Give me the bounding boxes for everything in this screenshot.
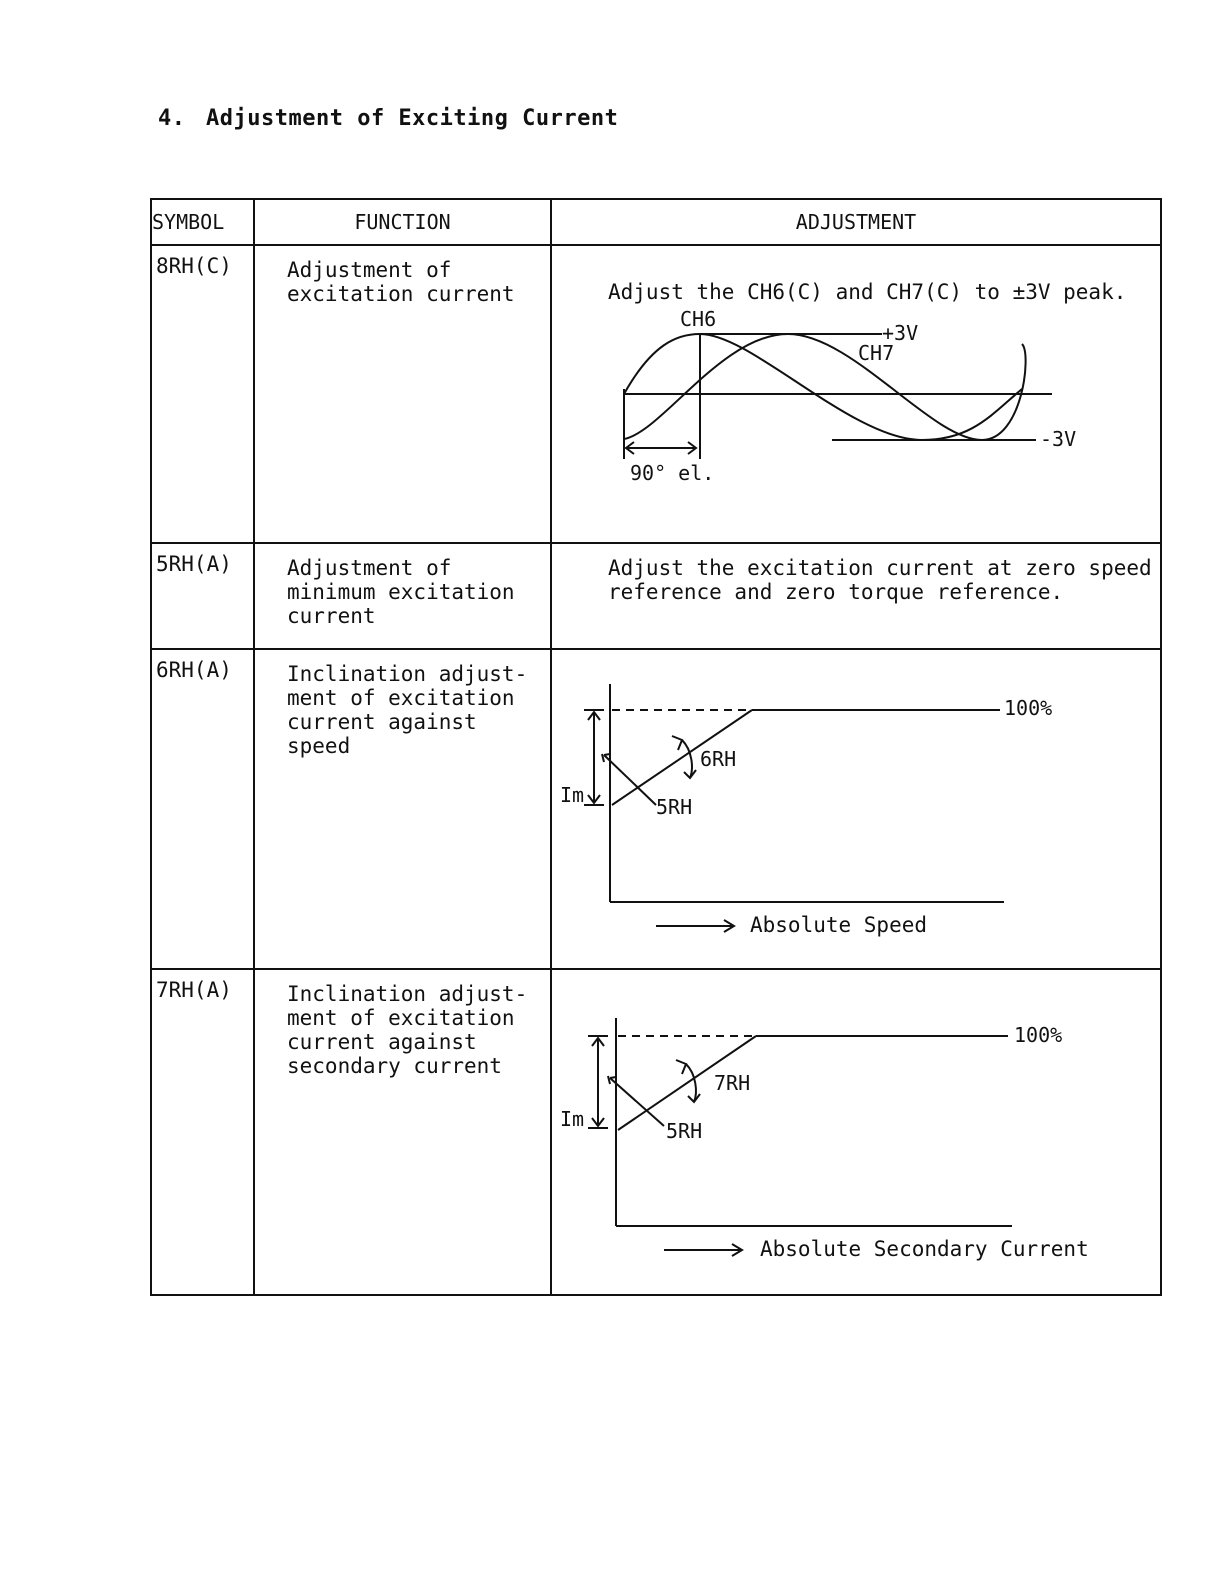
symbol-cell: 7RH(A) bbox=[151, 969, 254, 1295]
symbol-cell: 5RH(A) bbox=[151, 543, 254, 649]
table-row bbox=[151, 649, 1161, 969]
symbol-cell: 6RH(A) bbox=[151, 649, 254, 969]
percent-label: 100% bbox=[1014, 1023, 1063, 1047]
x-axis-label: Absolute Speed bbox=[750, 913, 928, 937]
min-pot-label: 5RH bbox=[656, 795, 693, 819]
percent-label: 100% bbox=[1004, 696, 1053, 720]
adjustment-cell bbox=[551, 969, 1161, 1295]
min-pot-label: 5RH bbox=[666, 1119, 703, 1143]
ch7-waveform bbox=[624, 334, 1026, 440]
neg-peak-label: -3V bbox=[1040, 427, 1077, 451]
im-label: Im bbox=[560, 1107, 585, 1131]
ch7-label: CH7 bbox=[858, 341, 895, 365]
im-label: Im bbox=[560, 783, 585, 807]
table-row bbox=[151, 245, 1161, 543]
slope-pot-label: 6RH bbox=[700, 747, 737, 771]
adjustment-table bbox=[150, 198, 1162, 1296]
function-cell: Adjustment of excitation current bbox=[254, 245, 551, 543]
x-axis-label: Absolute Secondary Current bbox=[760, 1237, 1089, 1261]
function-cell: Inclination adjust- ment of excitation current against secondary current bbox=[254, 969, 551, 1295]
adjustment-cell bbox=[551, 649, 1161, 969]
waveform-diagram bbox=[552, 307, 1152, 514]
heading-number: 4. bbox=[158, 106, 186, 131]
symbol-cell: 8RH(C) bbox=[151, 245, 254, 543]
adjustment-text: Adjust the CH6(C) and CH7(C) to ±3V peak. bbox=[608, 280, 1127, 304]
page-heading bbox=[158, 106, 618, 131]
min-adjust-line bbox=[610, 1078, 664, 1126]
table-row bbox=[151, 969, 1161, 1295]
adjustment-cell bbox=[551, 245, 1161, 543]
adjustment-text: Adjust the excitation current at zero speed reference and zero torque reference. bbox=[608, 556, 1152, 604]
header-symbol: SYMBOL bbox=[151, 199, 254, 245]
phase-label: 90° el. bbox=[630, 461, 715, 485]
table-row bbox=[151, 543, 1161, 649]
slope-pot-label: 7RH bbox=[714, 1071, 751, 1095]
function-cell: Adjustment of minimum excitation current bbox=[254, 543, 551, 649]
slope-adjust-arc bbox=[682, 740, 692, 778]
header-function: FUNCTION bbox=[254, 199, 551, 245]
function-cell: Inclination adjust- ment of excitation current against speed bbox=[254, 649, 551, 969]
ch6-waveform bbox=[624, 334, 1022, 440]
heading-title: Adjustment of Exciting Current bbox=[206, 106, 619, 131]
ch6-label: CH6 bbox=[680, 307, 717, 331]
adjustment-cell bbox=[551, 543, 1161, 649]
table-header-row bbox=[151, 199, 1161, 245]
pos-peak-label: +3V bbox=[882, 321, 919, 345]
speed-characteristic-graph bbox=[552, 650, 1152, 950]
header-adjustment: ADJUSTMENT bbox=[551, 199, 1161, 245]
secondary-current-graph bbox=[552, 970, 1152, 1280]
